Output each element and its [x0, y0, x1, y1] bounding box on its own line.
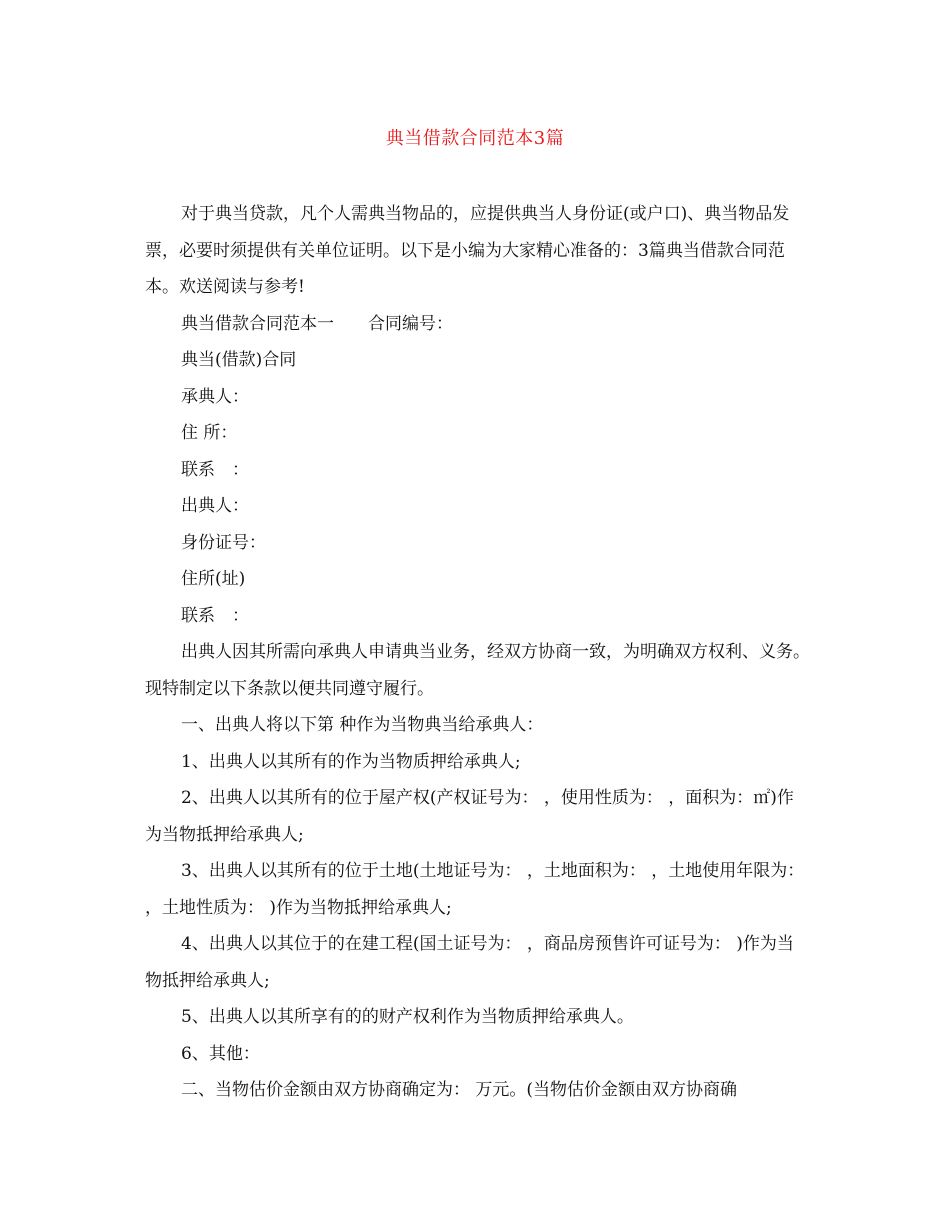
purpose-paragraph: 出典人因其所需向承典人申请典当业务，经双方协商一致，为明确双方权利、义务。现特制定以下条款以便共同遵守履行。: [145, 642, 810, 699]
clause-2: 二、当物估价金额由双方协商确定为： 万元。(当物估价金额由双方协商确: [181, 1080, 738, 1100]
heading-line: 典当借款合同范本一 合同编号：: [181, 313, 453, 334]
contract-name: 典当(借款)合同: [181, 350, 297, 370]
intro-paragraph: 对于典当贷款，凡个人需典当物品的，应提供典当人身份证(或户口)、典当物品发票，必要时须提供有关单位证明。以下是小编为大家精心准备的：3篇典当借款合同范本。欢送阅读与参考!: [145, 204, 790, 297]
clause-item-3: 3、出典人以其所有的位于土地(土地证号为： ，土地面积为： ，土地使用年限为： ，土地性质为： )作为当物抵押给承典人;: [145, 861, 810, 918]
clause-1-heading: 一、出典人将以下第 种作为当物典当给承典人：: [181, 715, 544, 735]
address-field: 住 所：: [181, 423, 238, 443]
clause-item-5: 5、出典人以其所享有的的财产权利作为当物质押给承典人。: [181, 1007, 634, 1027]
contact-field: 联系 ：: [181, 459, 249, 480]
clause-item-6: 6、其他：: [181, 1043, 260, 1064]
pawnee-field: 承典人：: [181, 386, 249, 407]
clause-item-2: 2、出典人以其所有的位于屋产权(产权证号为： ，使用性质为： ，面积为：㎡)作为当物抵押给承典人;: [145, 788, 794, 845]
address2-field: 住所(址): [181, 569, 246, 589]
pawner-field: 出典人：: [181, 496, 249, 516]
contact2-field: 联系 ：: [181, 605, 249, 626]
document-title: 典当借款合同范本3篇: [385, 128, 565, 149]
clause-item-1: 1、出典人以其所有的作为当物质押给承典人;: [181, 751, 521, 772]
clause-item-4: 4、出典人以其位于的在建工程(国土证号为： ，商品房预售许可证号为： )作为当物抵押给承典人;: [145, 934, 794, 991]
document-body: [145, 196, 810, 1109]
id-number-field: 身份证号：: [181, 532, 266, 553]
